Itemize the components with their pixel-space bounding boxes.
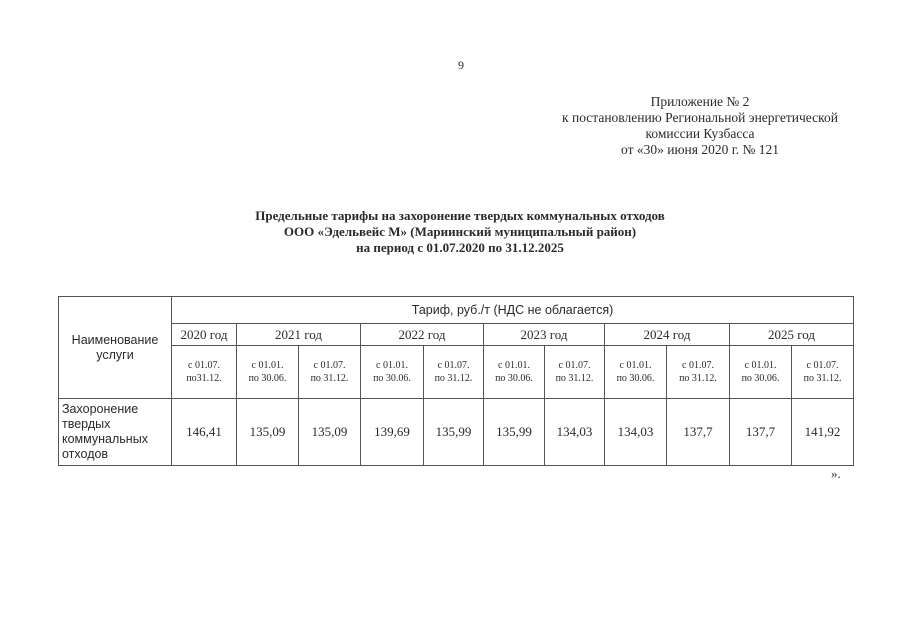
period-to: по 31.12. (803, 373, 842, 384)
period-from: с 01.07. (558, 360, 591, 371)
table-row (59, 399, 854, 466)
year-header-2025: 2025 год (730, 324, 854, 346)
period-from: с 01.01. (498, 360, 530, 371)
tariff-value-cell: 135,09 (237, 399, 299, 466)
tariff-table (58, 296, 854, 466)
title-line-2: ООО «Эдельвейс М» (Мариинский муниципальный район) (283, 224, 637, 239)
tariff-value-cell: 134,03 (605, 399, 667, 466)
table-header-row-periods (59, 346, 854, 399)
period-cell (172, 346, 237, 399)
table-header-row-years (59, 324, 854, 346)
closing-quote: ». (831, 466, 841, 481)
tariff-value-cell: 135,09 (299, 399, 361, 466)
period-from: с 01.01. (376, 360, 408, 371)
period-cell (361, 346, 424, 399)
period-from: с 01.01. (619, 360, 652, 371)
appendix-block (520, 94, 880, 158)
year-header-2021: 2021 год (237, 324, 361, 346)
document-title (150, 208, 770, 256)
period-from: с 01.01. (744, 360, 777, 371)
period-to: по 30.06. (248, 373, 287, 384)
period-cell (484, 346, 545, 399)
year-header-2023: 2023 год (484, 324, 605, 346)
period-to: по 31.12. (555, 373, 594, 384)
title-line-1: Предельные тарифы на захоронение твердых коммунальных отходов (255, 208, 665, 223)
service-header-cell: Наименование услуги (59, 297, 172, 399)
period-cell (424, 346, 484, 399)
period-cell (730, 346, 792, 399)
tariff-value-cell: 137,7 (667, 399, 730, 466)
page-number: 9 (458, 58, 464, 72)
appendix-line-1: Приложение № 2 (650, 94, 750, 109)
tariff-value-cell: 139,69 (361, 399, 424, 466)
tariff-value-cell: 141,92 (792, 399, 854, 466)
tariff-value-cell: 135,99 (484, 399, 545, 466)
period-cell (299, 346, 361, 399)
title-line-3: на период с 01.07.2020 по 31.12.2025 (356, 240, 564, 255)
year-header-2020: 2020 год (172, 324, 237, 346)
period-from: с 01.07. (437, 360, 470, 371)
period-cell (667, 346, 730, 399)
period-cell (237, 346, 299, 399)
table-header-row-tariff (59, 297, 854, 324)
period-from: с 01.01. (251, 360, 284, 371)
tariff-header-cell: Тариф, руб./т (НДС не облагается) (172, 297, 854, 324)
period-to: по 30.06. (741, 373, 780, 384)
year-header-2024: 2024 год (605, 324, 730, 346)
tariff-value-cell: 146,41 (172, 399, 237, 466)
period-from: с 01.07. (682, 360, 714, 371)
service-name-cell: Захоронение твердых коммунальных отходов (59, 399, 172, 466)
appendix-line-3: комиссии Кузбасса (645, 126, 755, 141)
year-header-2022: 2022 год (361, 324, 484, 346)
period-to: по 31.12. (434, 373, 473, 384)
appendix-line-4: от «30» июня 2020 г. № 121 (621, 142, 779, 157)
period-cell (545, 346, 605, 399)
period-from: с 01.07. (806, 360, 839, 371)
appendix-line-2: к постановлению Региональной энергетической (562, 110, 838, 125)
period-to: по31.12. (186, 373, 222, 384)
tariff-value-cell: 137,7 (730, 399, 792, 466)
period-to: по 31.12. (679, 373, 717, 384)
period-from: с 01.07. (188, 360, 220, 371)
tariff-value-cell: 134,03 (545, 399, 605, 466)
period-to: по 30.06. (616, 373, 655, 384)
period-cell (605, 346, 667, 399)
period-to: по 31.12. (310, 373, 349, 384)
period-to: по 30.06. (495, 373, 533, 384)
tariff-value-cell: 135,99 (424, 399, 484, 466)
period-from: с 01.07. (313, 360, 346, 371)
period-to: по 30.06. (373, 373, 411, 384)
period-cell (792, 346, 854, 399)
